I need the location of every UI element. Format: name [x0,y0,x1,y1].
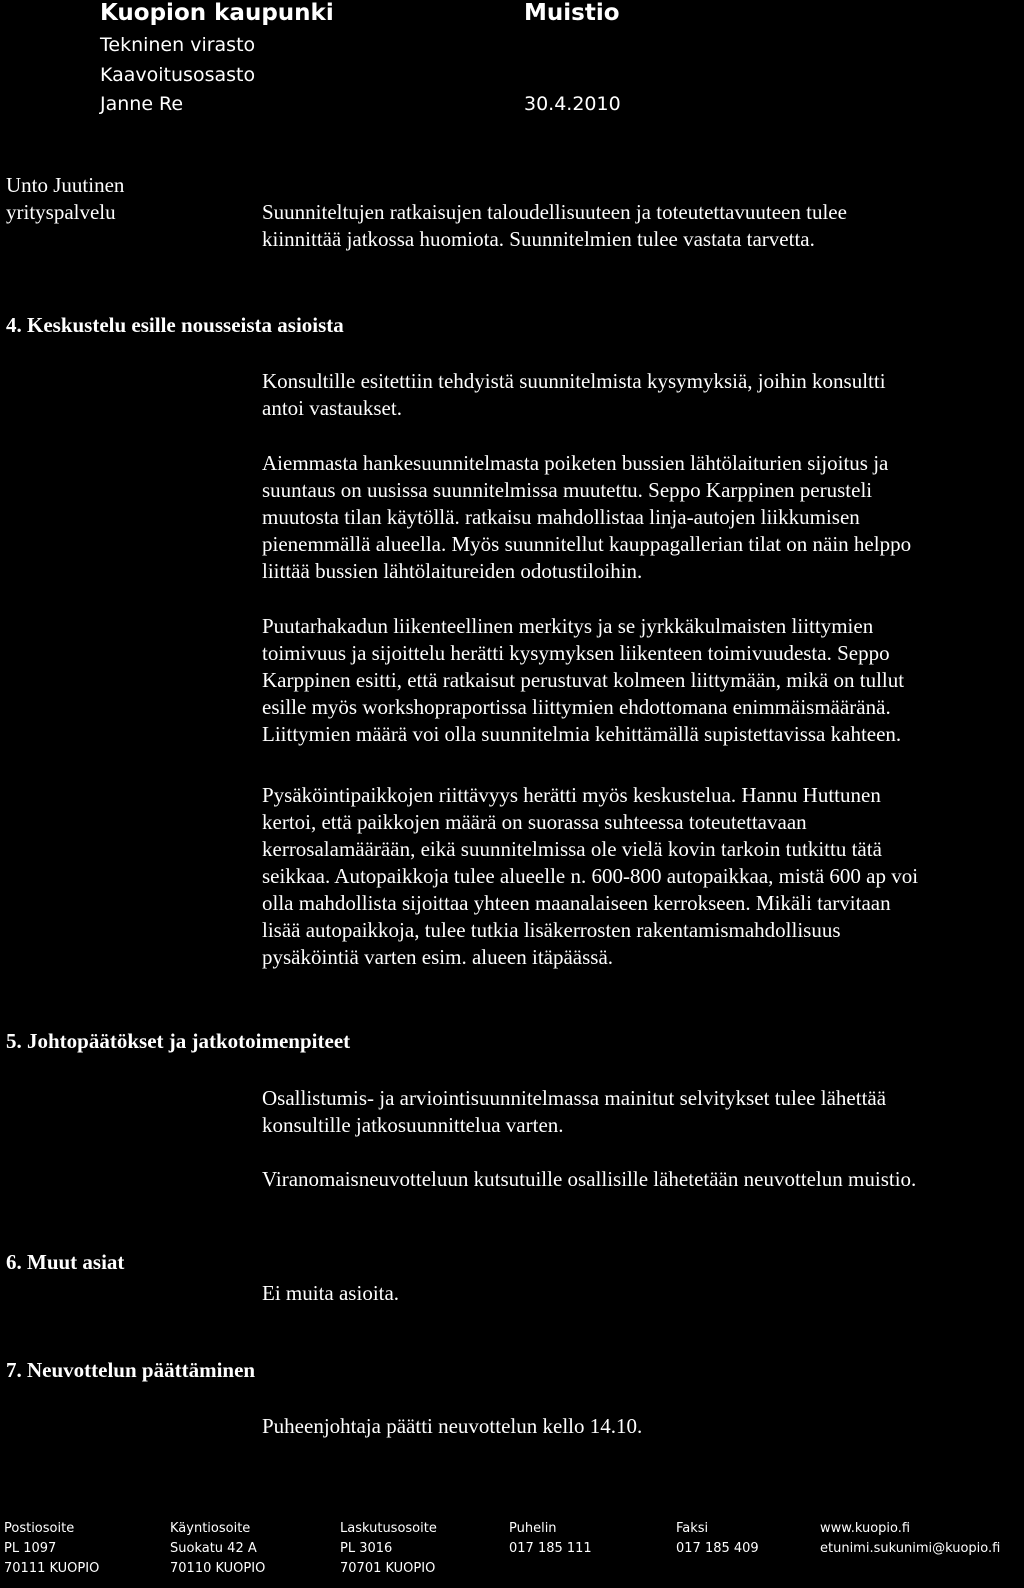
footer-postal-address [4,1519,99,1579]
paragraph-line: lisää autopaikkoja, tulee tutkia lisäkerrosten rakentamismahdollisuus [262,918,841,942]
paragraph-line: pienemmällä alueella. Myös suunnitellut kauppagallerian tilat on näin helppo [262,532,912,556]
footer-value: PL 3016 [340,1541,393,1556]
paragraph-line: pysäköintiä varten esim. alueen itäpäässä. [262,945,614,969]
unit-name: Kaavoitusosasto [100,64,256,86]
footer-email-link[interactable]: etunimi.sukunimi@kuopio.fi [820,1541,1001,1556]
paragraph-line: suuntaus on uusissa suunnitelmissa muutettu. Seppo Karppinen perusteli [262,478,873,502]
section-4-paragraph-3 [262,613,1022,748]
paragraph-line: muutosta tilan käytöllä. ratkaisu mahdollistaa linja-autojen liikkumisen [262,505,860,529]
footer-phone [509,1519,592,1559]
section-5-title: 5. Johtopäätökset ja jatkotoimenpiteet [6,1029,351,1053]
side-note-paragraph [262,199,1022,253]
footer-label: Puhelin [509,1521,557,1536]
section-4-paragraph-1 [262,368,1022,422]
footer-value: 70111 KUOPIO [4,1561,100,1576]
document-date: 30.4.2010 [524,93,621,115]
section-6-paragraph: Ei muita asioita. [262,1281,400,1305]
footer-billing-address [340,1519,437,1579]
footer-value: Suokatu 42 A [170,1541,257,1556]
paragraph-line: Puutarhakadun liikenteellinen merkitys ja se jyrkkäkulmaisten liittymien [262,614,874,638]
side-note-name: Unto Juutinen [6,173,125,197]
section-5-paragraph-1 [262,1085,1022,1139]
footer-value: 017 185 409 [676,1541,759,1556]
paragraph-line: Karppinen esitti, että ratkaisut perustuvat kolmeen liittymään, mikä on tullut [262,668,905,692]
paragraph-line: kiinnittää jatkossa huomiota. Suunnitelmien tulee vastata tarvetta. [262,227,815,251]
footer-label: Faksi [676,1521,709,1536]
side-note-role: yrityspalvelu [6,200,116,224]
paragraph-line: Liittymien määrä voi olla suunnitelmia kehittämällä supistettavissa kahteen. [262,722,902,746]
footer-value: 70701 KUOPIO [340,1561,436,1576]
paragraph-line: kertoi, että paikkojen määrä on suorassa suhteessa toteutettavaan [262,810,807,834]
footer-value: PL 1097 [4,1541,57,1556]
footer-label: Käyntiosoite [170,1521,251,1536]
document-type: Muistio [524,0,620,26]
section-6-title: 6. Muut asiat [6,1250,125,1274]
paragraph-line: Viranomaisneuvotteluun kutsutuille osallisille lähetetään neuvottelun muistio. [262,1167,917,1191]
paragraph-line: seikkaa. Autopaikkoja tulee alueelle n. 600-800 autopaikkaa, mistä 600 ap voi [262,864,919,888]
section-7-paragraph: Puheenjohtaja päätti neuvottelun kello 14.10. [262,1414,643,1438]
footer-label: Postiosoite [4,1521,75,1536]
section-4-paragraph-4 [262,782,1022,971]
organization-name: Kuopion kaupunki [100,0,334,26]
department-name: Tekninen virasto [100,34,256,56]
paragraph-line: Aiemmasta hankesuunnitelmasta poiketen bussien lähtölaiturien sijoitus ja [262,451,889,475]
author-name: Janne Re [100,93,184,115]
footer-value: 017 185 111 [509,1541,592,1556]
footer-visiting-address [170,1519,265,1579]
footer-value: 70110 KUOPIO [170,1561,266,1576]
section-7-title: 7. Neuvottelun päättäminen [6,1358,256,1382]
paragraph-line: konsultille jatkosuunnittelua varten. [262,1113,564,1137]
paragraph-line: Pysäköintipaikkojen riittävyys herätti myös keskustelua. Hannu Huttunen [262,783,881,807]
paragraph-line: kerrosalamäärään, eikä suunnitelmissa ole vielä kovin tarkoin tutkittu tätä [262,837,882,861]
paragraph-line: antoi vastaukset. [262,396,402,420]
section-5-paragraph-2 [262,1166,1022,1193]
paragraph-line: Suunniteltujen ratkaisujen taloudellisuuteen ja toteutettavuuteen tulee [262,200,847,224]
section-4-paragraph-2 [262,450,1022,585]
paragraph-line: olla mahdollista sijoittaa yhteen maanalaiseen kerrokseen. Mikäli tarvitaan [262,891,891,915]
paragraph-line: Konsultille esitettiin tehdyistä suunnitelmista kysymyksiä, joihin konsultti [262,369,886,393]
footer-web [820,1519,1000,1559]
paragraph-line: toimivuus ja sijoittelu herätti kysymyksen liikenteen toimivuudesta. Seppo [262,641,890,665]
paragraph-line: liittää bussien lähtölaitureiden odotustiloihin. [262,559,643,583]
footer-label: Laskutusosoite [340,1521,437,1536]
paragraph-line: Osallistumis- ja arviointisuunnitelmassa mainitut selvitykset tulee lähettää [262,1086,887,1110]
footer-fax [676,1519,759,1559]
section-4-title: 4. Keskustelu esille nousseista asioista [6,313,344,337]
footer-website-link[interactable]: www.kuopio.fi [820,1521,911,1536]
paragraph-line: esille myös workshopraportissa liittymien ehdottomana enimmäismääränä. [262,695,891,719]
